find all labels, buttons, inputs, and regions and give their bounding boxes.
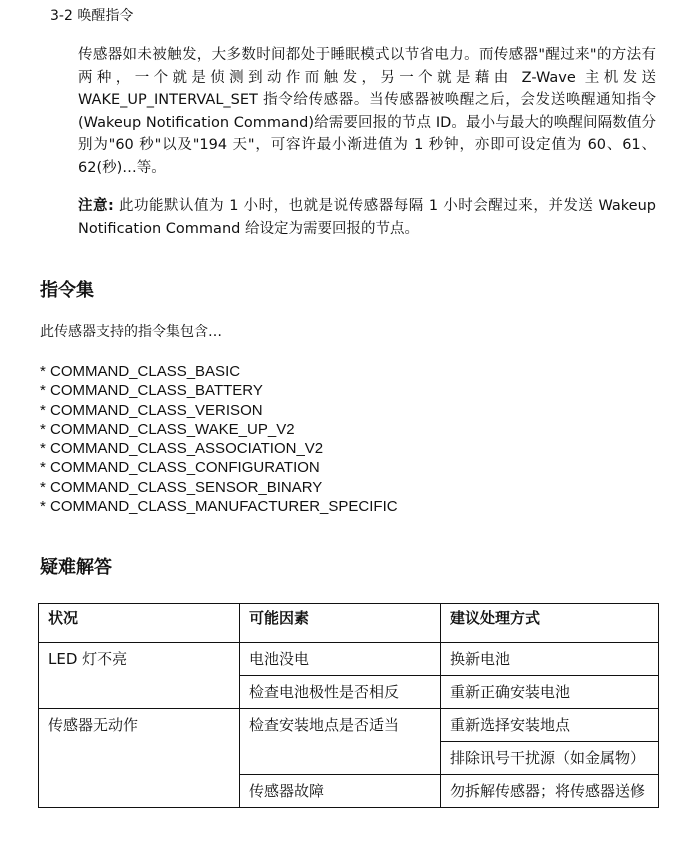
- table-row: [39, 709, 659, 742]
- list-item: * COMMAND_CLASS_BASIC: [40, 362, 398, 381]
- note-text: 此功能默认值为 1 小时，也就是说传感器每隔 1 小时会醒过来，并发送 Wakeup Notification Command 给设定为需要回报的节点。: [78, 198, 656, 237]
- note-label: 注意:: [78, 198, 114, 214]
- command-class-list: [40, 362, 398, 516]
- section-heading: 3-2 唤醒指令: [50, 8, 134, 24]
- cause-cell: 检查安装地点是否适当: [240, 709, 441, 775]
- list-item: * COMMAND_CLASS_ASSOCIATION_V2: [40, 439, 398, 458]
- command-set-intro: 此传感器支持的指令集包含…: [40, 324, 222, 340]
- cause-cell: 传感器故障: [240, 775, 441, 808]
- condition-cell: 传感器无动作: [39, 709, 240, 808]
- action-cell: 重新选择安装地点: [441, 709, 659, 742]
- faq-title: 疑难解答: [40, 557, 112, 578]
- list-item: * COMMAND_CLASS_BATTERY: [40, 381, 398, 400]
- list-item: * COMMAND_CLASS_MANUFACTURER_SPECIFIC: [40, 497, 398, 516]
- action-cell: 换新电池: [441, 643, 659, 676]
- header-action: 建议处理方式: [441, 604, 659, 643]
- wakeup-paragraph: 传感器如未被触发，大多数时间都处于睡眠模式以节省电力。而传感器"醒过来"的方法有两种，一个就是侦测到动作而触发，另一个就是藉由 Z-Wave 主机发送 WAKE_UP_INTERVAL_SET 指令给传感器。当传感器被唤醒之后，会发送唤醒通知指令(Wakeup Notification Command)给需要回报的节点 ID。最小与最大的唤醒间隔数值分别为"60 秒"以及"194 天"，可容许最小渐进值为 1 秒钟，亦即可设定值为 60、61、62(秒)…等。: [78, 47, 656, 176]
- action-cell: 重新正确安装电池: [441, 676, 659, 709]
- command-set-title: 指令集: [40, 280, 94, 301]
- cause-cell: 检查电池极性是否相反: [240, 676, 441, 709]
- condition-cell: LED 灯不亮: [39, 643, 240, 709]
- list-item: * COMMAND_CLASS_CONFIGURATION: [40, 458, 398, 477]
- action-cell: 勿拆解传感器；将传感器送修: [441, 775, 659, 808]
- action-cell: 排除讯号干扰源（如金属物）: [441, 742, 659, 775]
- list-item: * COMMAND_CLASS_WAKE_UP_V2: [40, 420, 398, 439]
- header-cause: 可能因素: [240, 604, 441, 643]
- table-row: [39, 643, 659, 676]
- cause-cell: 电池没电: [240, 643, 441, 676]
- header-condition: 状况: [39, 604, 240, 643]
- list-item: * COMMAND_CLASS_SENSOR_BINARY: [40, 478, 398, 497]
- list-item: * COMMAND_CLASS_VERISON: [40, 401, 398, 420]
- troubleshooting-table: [38, 603, 659, 808]
- note-paragraph: [78, 195, 656, 240]
- table-header-row: [39, 604, 659, 643]
